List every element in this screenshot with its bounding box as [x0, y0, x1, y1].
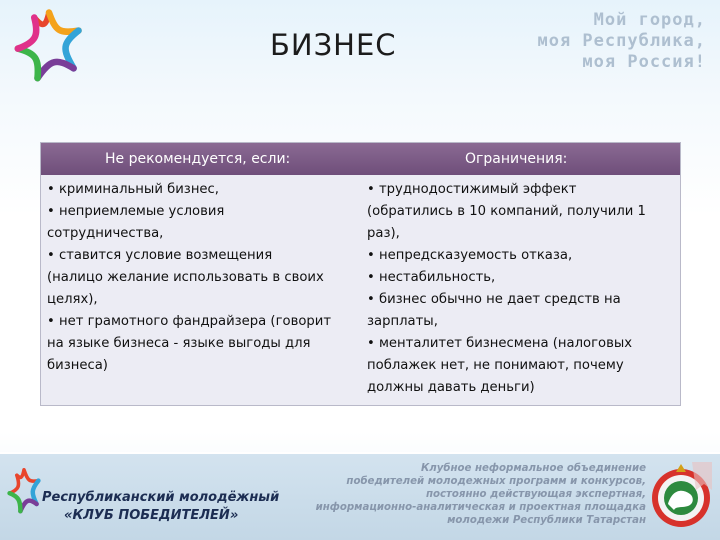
text-line: целях), [47, 292, 98, 307]
description-line: молодежи Республики Татарстан [447, 515, 646, 526]
text-line: должны давать деньги) [367, 380, 535, 395]
text-line: на языке бизнеса - языке выгоды для [47, 336, 311, 351]
text-line: • непредсказуемость отказа, [367, 248, 573, 263]
header-limitations: Ограничения: [465, 151, 568, 167]
text-line: • нет грамотного фандрайзера (говорит [47, 314, 332, 329]
club-star-small-icon [6, 466, 42, 524]
not-recommended-cell [47, 179, 361, 377]
description-line: Клубное неформальное объединение [420, 463, 646, 474]
club-name-line: «КЛУБ ПОБЕДИТЕЛЕЙ» [64, 508, 239, 523]
tatarstan-emblem-icon [648, 460, 714, 532]
club-star-logo-icon [8, 6, 90, 88]
slogan-line: моя Россия! [582, 52, 706, 72]
club-name-line: Республиканский молодёжный [42, 490, 280, 505]
text-line: • труднодостижимый эффект [367, 182, 577, 197]
text-line: (налицо желание использовать в своих [47, 270, 324, 285]
club-name [42, 489, 279, 525]
limitations-cell [367, 179, 677, 399]
text-line: (обратились в 10 компаний, получили 1 [367, 204, 646, 219]
text-line: • ставится условие возмещения [47, 248, 273, 263]
text-line: • бизнес обычно не дает средств на [367, 292, 621, 307]
text-line: раз), [367, 226, 400, 241]
slogan [486, 10, 706, 73]
comparison-table [40, 142, 681, 406]
slogan-line: Мой город, [593, 10, 706, 30]
text-line: бизнеса) [47, 358, 108, 373]
description-line: информационно-аналитическая и проектная площадка [315, 502, 646, 513]
header-not-recommended: Не рекомендуется, если: [105, 151, 291, 167]
text-line: • нестабильность, [367, 270, 496, 285]
text-line: зарплаты, [367, 314, 438, 329]
text-line: поблажек нет, не понимают, почему [367, 358, 624, 373]
text-line: • криминальный бизнес, [47, 182, 219, 197]
club-description [266, 462, 646, 527]
description-line: победителей молодежных программ и конкурсов, [346, 476, 646, 487]
table-header-row [41, 143, 680, 175]
description-line: постоянно действующая экспертная, [425, 489, 646, 500]
text-line: • менталитет бизнесмена (налоговых [367, 336, 633, 351]
slide-title: БИЗНЕС [270, 28, 397, 62]
text-line: сотрудничества, [47, 226, 164, 241]
slogan-line: моя Республика, [537, 31, 706, 51]
text-line: • неприемлемые условия [47, 204, 225, 219]
